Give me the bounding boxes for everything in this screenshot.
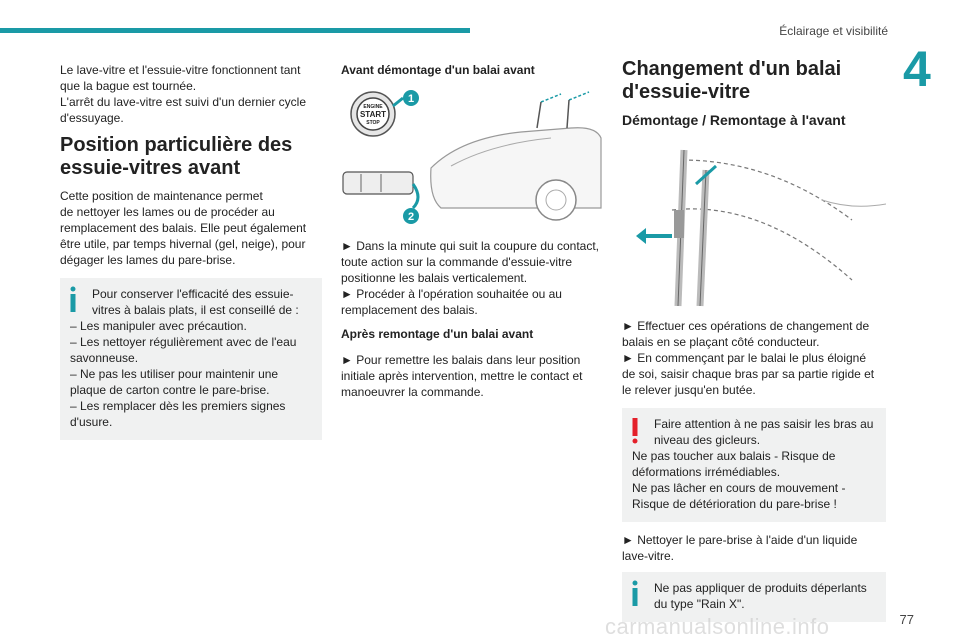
warning-icon [628, 416, 642, 444]
subheading-front: Démontage / Remontage à l'avant [622, 112, 846, 128]
info-box-care: Pour conserver l'efficacité des essuie- vitres à balais plats, il est conseillé de : – Les manipuler avec précaution. – Les nettoyer régulièrement avec de l'eau savonneuse. – Ne pas les utiliser pour maintenir une plaque de carton contre le pare-brise. – Les remplacer dès les premiers signes d'usure. [60, 278, 322, 440]
intro-paragraph: Le lave-vitre et l'essuie-vitre fonctionnent tant que la bague est tournée. L'arrêt du lave-vitre est suivi d'un dernier cycle d'essuyage. [60, 63, 307, 125]
figure-wiper-position [341, 88, 603, 228]
callout-label-2: 2 [407, 211, 415, 223]
header-accent-bar [0, 28, 470, 33]
column-3 [622, 58, 886, 632]
column-2 [341, 62, 603, 408]
warning-box: Faire attention à ne pas saisir les bras au niveau des gicleurs. Ne pas toucher aux balais - Risque de déformations irrémédiables. Ne pas lâcher en cours de mouvement - Risque de détérioration du pare-brise ! [622, 408, 886, 522]
info-box-rainx: Ne pas appliquer de produits déperlants du type "Rain X". [622, 572, 886, 622]
arrow-icon [413, 184, 418, 208]
button-label-start: START [359, 110, 387, 119]
section-heading-maintenance: Position particulière des essuie-vitres avant [60, 134, 293, 179]
page-number: 77 [899, 612, 914, 627]
info-icon [628, 580, 642, 608]
info-icon [66, 286, 80, 314]
wiper-removal-illustration [622, 140, 886, 308]
step-clean-windscreen: ► Nettoyer le pare-brise à l'aide d'un liquide lave-vitre. [622, 533, 858, 563]
steps-before-removal: ► Dans la minute qui suit la coupure du contact, toute action sur la commande d'essuie-vitre positionne les balais verticalement. ► Procéder à l'opération souhaitée ou au remplacement des balais. [341, 239, 600, 317]
section-heading-blade-change: Changement d'un balai d'essuie-vitre [622, 58, 842, 103]
button-label-engine: ENGINE [363, 104, 383, 110]
maintenance-paragraph: Cette position de maintenance permet de nettoyer les lames ou de procéder au remplacement des balais. Elle peut également être utile, par temps hivernal (gel, neige), pour dégager les lames du pare-brise. [60, 189, 307, 267]
watermark: carmanualsonline.info [605, 614, 830, 639]
chapter-title: Éclairage et visibilité [779, 24, 888, 38]
button-label-stop: STOP [366, 120, 380, 126]
column-1 [60, 62, 322, 450]
wiper-position-illustration [341, 88, 603, 228]
steps-blade-change: ► Effectuer ces opérations de changement de balais en se plaçant côté conducteur. ► En commençant par le balai le plus éloigné de soi, saisir chaque bras par sa partie rigide et le relever jusqu'en butée. [622, 319, 875, 397]
callout-label-1: 1 [407, 93, 415, 105]
heading-after-refit: Après remontage d'un balai avant [341, 327, 534, 341]
heading-before-removal: Avant démontage d'un balai avant [341, 63, 535, 77]
figure-wiper-removal [622, 140, 886, 308]
chapter-number: 4 [903, 41, 931, 97]
steps-after-refit: ► Pour remettre les balais dans leur position initiale après intervention, mettre le contact et manoeuvrer la commande. [341, 353, 583, 399]
